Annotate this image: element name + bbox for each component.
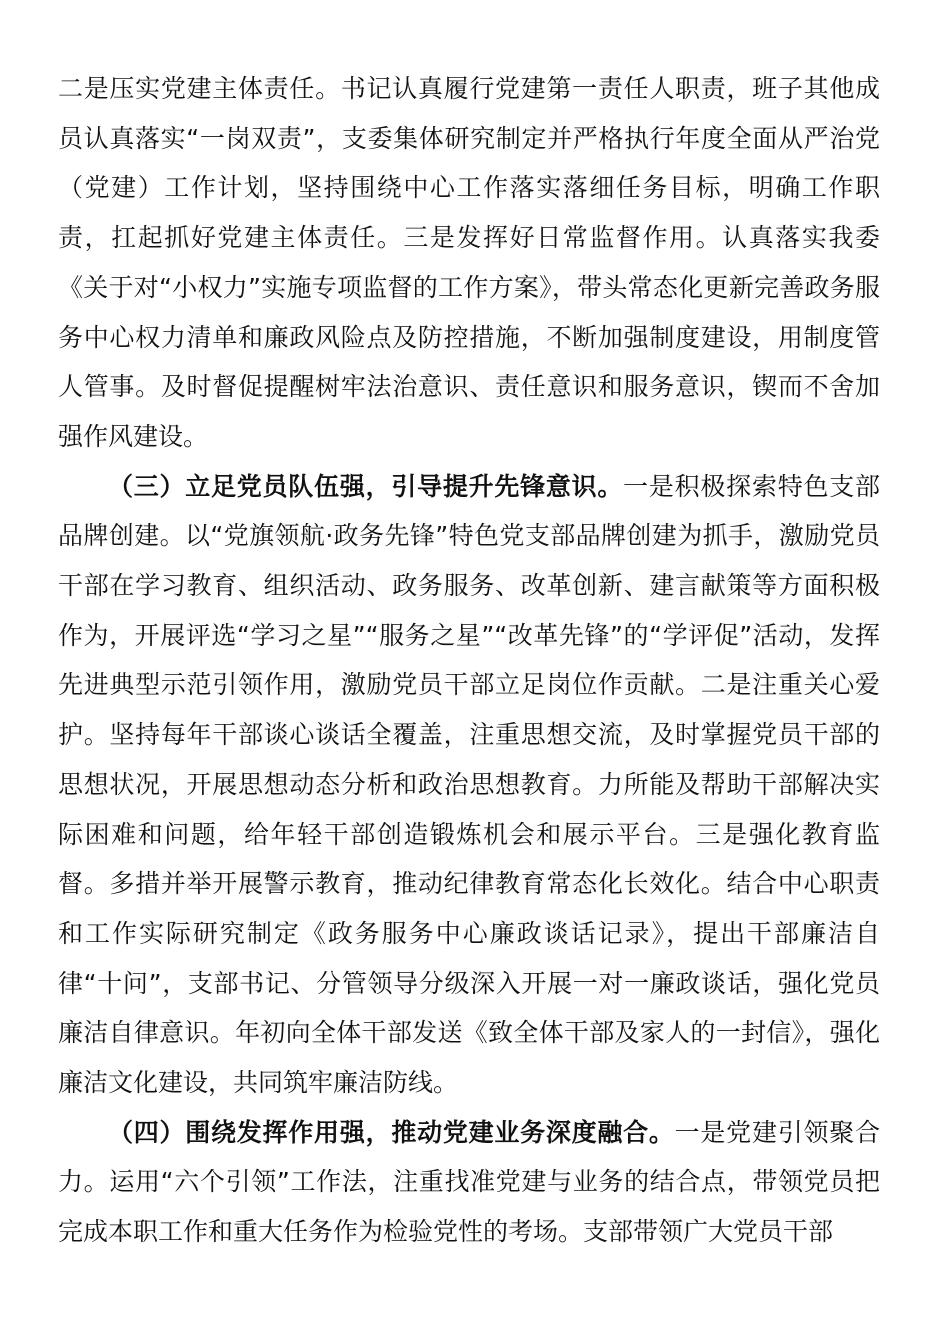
section-heading-three: （三）立足党员队伍强，引导提升先锋意识。: [108, 471, 624, 501]
paragraph-section-four: [58, 1108, 880, 1257]
section-heading-four: （四）围绕发挥作用强，推动党建业务深度融合。: [108, 1117, 675, 1147]
paragraph-text: 一是积极探索特色支部品牌创建。以“党旗领航·政务先锋”特色党支部品牌创建为抓手，激励党员干部在学习教育、组织活动、政务服务、改革创新、建言献策等方面积极作为，开展评选“学习之星”“服务之星”“改革先锋”的“学评促”活动，发挥先进典型示范引领作用，激励党员干部立足岗位作贡献。二是注重关心爱护。坚持每年干部谈心谈话全覆盖，注重思想交流，及时掌握党员干部的思想状况，开展思想动态分析和政治思想教育。力所能及帮助干部解决实际困难和问题，给年轻干部创造锻炼机会和展示平台。三是强化教育监督。多措并举开展警示教育，推动纪律教育常态化长效化。结合中心职责和工作实际研究制定《政务服务中心廉政谈话记录》，提出干部廉洁自律“十问”，支部书记、分管领导分级深入开展一对一廉政谈话，强化党员廉洁自律意识。年初向全体干部发送《致全体干部及家人的一封信》，强化廉洁文化建设，共同筑牢廉洁防线。: [58, 471, 880, 1098]
paragraph-duty-responsibility: [58, 64, 880, 462]
paragraph-section-three: [58, 462, 880, 1108]
paragraph-text: 二是压实党建主体责任。书记认真履行党建第一责任人职责，班子其他成员认真落实“一岗双责”，支委集体研究制定并严格执行年度全面从严治党（党建）工作计划，坚持围绕中心工作落实落细任务目标，明确工作职责，扛起抓好党建主体责任。三是发挥好日常监督作用。认真落实我委《关于对“小权力”实施专项监督的工作方案》，带头常态化更新完善政务服务中心权力清单和廉政风险点及防控措施，不断加强制度建设，用制度管人管事。及时督促提醒树牢法治意识、责任意识和服务意识，锲而不舍加强作风建设。: [58, 74, 880, 451]
paragraph-text: 一是党建引领聚合力。运用“六个引领”工作法，注重找准党建与业务的结合点，带领党员把完成本职工作和重大任务作为检验党性的考场。支部带领广大党员干部: [58, 1117, 880, 1247]
document-page: [58, 64, 880, 1257]
